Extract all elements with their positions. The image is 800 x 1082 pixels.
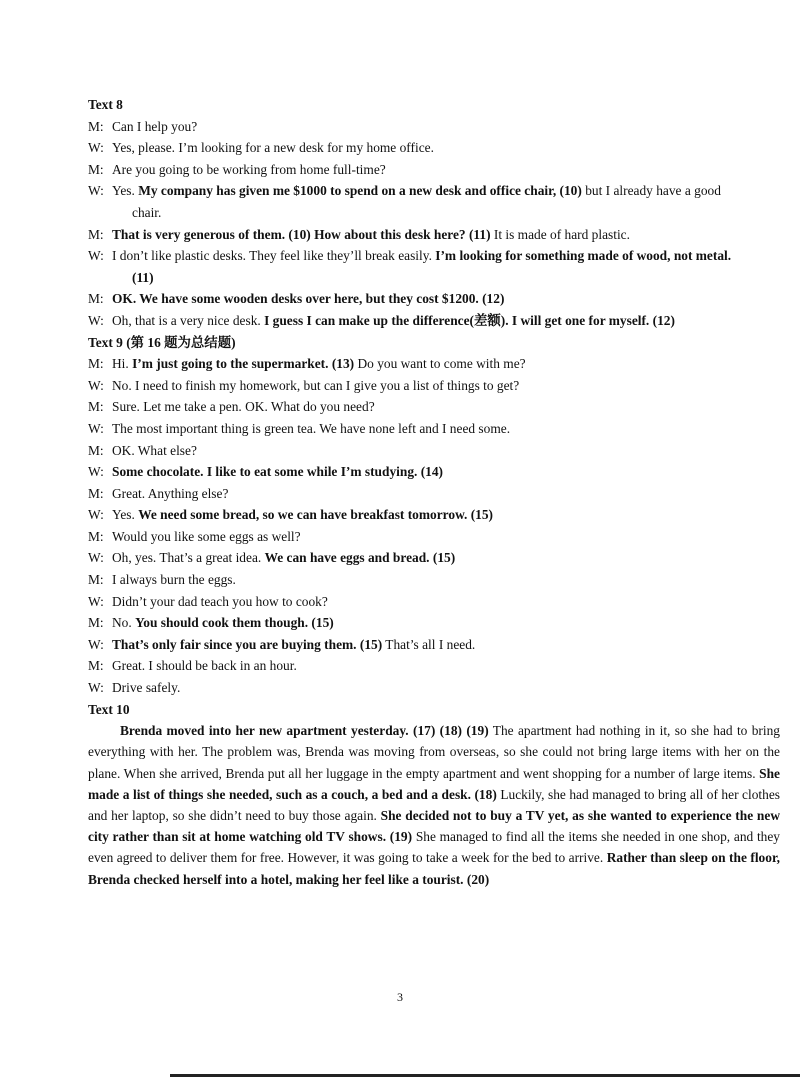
speaker-label: M:: [88, 399, 104, 415]
text-segment: Great. Anything else?: [112, 485, 229, 501]
text-segment: but I already have a good: [581, 183, 721, 199]
dialogue-line: [88, 461, 780, 483]
speaker-label: M:: [88, 291, 104, 307]
speaker-label: M:: [88, 615, 104, 631]
dialogue-line: [88, 504, 780, 526]
text-segment: Yes.: [112, 183, 139, 199]
bold-text-segment: (11): [132, 269, 154, 285]
dialogue-line-continuation: [112, 202, 780, 224]
text9-heading: Text 9 (第 16 题为总结题): [88, 334, 236, 350]
speaker-label: W:: [88, 183, 104, 199]
text-segment: Great. I should be back in an hour.: [112, 658, 297, 674]
text-segment: The apartment had nothing in it, so she had to bring everything with her. The problem was, Brenda was moving from overseas, so she could not bring large items with her on the plane. When she arrived, Brenda put all her luggage in the empty apartment and went shopping for a number of large items.: [88, 723, 780, 781]
speaker-label: M:: [88, 226, 104, 242]
text-segment: OK. What else?: [112, 442, 197, 458]
bold-text-segment: OK. We have some wooden desks over here, but they cost $1200. (12): [112, 291, 505, 307]
bold-text-segment: Rather than sleep on the floor, Brenda checked herself into a hotel, making her feel like a tourist. (20): [88, 850, 781, 887]
dialogue-line: [88, 483, 780, 505]
dialogue-line: [88, 526, 780, 548]
speaker-label: W:: [88, 140, 104, 156]
speaker-label: W:: [88, 593, 104, 609]
dialogue-line: [88, 569, 780, 591]
bold-text-segment: I’m just going to the supermarket. (13): [132, 356, 355, 372]
bold-text-segment: I guess I can make up the difference(差额). I will get one for myself. (12): [264, 312, 675, 328]
dialogue-line: [88, 612, 780, 634]
bottom-rule: [170, 1074, 800, 1077]
speaker-label: M:: [88, 528, 104, 544]
bold-text-segment: We need some bread, so we can have breakfast tomorrow. (15): [138, 507, 494, 523]
text-segment: Would you like some eggs as well?: [112, 528, 301, 544]
dialogue-line: [88, 677, 780, 699]
text-segment: Yes, please. I’m looking for a new desk for my home office.: [112, 140, 434, 156]
dialogue-line: [88, 159, 780, 181]
dialogue-line: [88, 655, 780, 677]
dialogue-line: [88, 245, 780, 288]
text-segment: Oh, yes. That’s a great idea.: [112, 550, 265, 566]
speaker-label: W:: [88, 636, 104, 652]
speaker-label: W:: [88, 248, 104, 264]
speaker-label: M:: [88, 442, 104, 458]
dialogue-line: [88, 224, 780, 246]
text-segment: I always burn the eggs.: [112, 572, 236, 588]
text-segment: chair.: [132, 204, 162, 220]
speaker-label: W:: [88, 507, 104, 523]
text8-heading: Text 8: [88, 97, 123, 112]
bold-text-segment: We can have eggs and bread. (15): [264, 550, 456, 566]
text-segment: Are you going to be working from home full-time?: [112, 161, 386, 177]
text10-heading: Text 10: [88, 701, 130, 717]
bold-text-segment: She decided not to buy a TV yet, as she wanted to experience the new city rather than sit at home watching old TV shows. (19): [88, 808, 780, 845]
text-segment: Sure. Let me take a pen. OK. What do you need?: [112, 399, 375, 415]
text-segment: She managed to find all the items she needed in one shop, and they even agreed to deliver them for free. However, it was going to take a week for the bed to arrive.: [88, 829, 780, 866]
text-segment: No.: [112, 615, 136, 631]
speaker-label: M:: [88, 658, 104, 674]
bold-text-segment: Brenda moved into her new apartment yesterday. (17) (18) (19): [120, 723, 489, 739]
text-segment: Oh, that is a very nice desk.: [112, 312, 265, 328]
dialogue-line: [88, 634, 780, 656]
text9-dialogue: [88, 353, 780, 699]
transcript-content: [88, 94, 780, 890]
text-segment: Yes.: [112, 507, 139, 523]
text-segment: Didn’t your dad teach you how to cook?: [112, 593, 328, 609]
speaker-label: M:: [88, 118, 104, 134]
speaker-label: M:: [88, 161, 104, 177]
text-segment: Drive safely.: [112, 680, 181, 696]
dialogue-line: [88, 310, 780, 332]
bold-text-segment: My company has given me $1000 to spend on a new desk and office chair, (10): [138, 183, 582, 199]
dialogue-line: [88, 591, 780, 613]
bold-text-segment: You should cook them though. (15): [135, 615, 334, 631]
speaker-label: W:: [88, 377, 104, 393]
text8-dialogue: [88, 116, 780, 332]
text-segment: I don’t like plastic desks. They feel like they’ll break easily.: [112, 248, 436, 264]
speaker-label: M:: [88, 485, 104, 501]
text-segment: Hi.: [112, 356, 133, 372]
dialogue-line: [88, 418, 780, 440]
page-number: 3: [397, 990, 403, 1004]
dialogue-line: [88, 116, 780, 138]
dialogue-line: [88, 137, 780, 159]
speaker-label: W:: [88, 312, 104, 328]
text-segment: The most important thing is green tea. We have none left and I need some.: [112, 420, 511, 436]
bold-text-segment: Some chocolate. I like to eat some while I’m studying. (14): [112, 464, 444, 480]
dialogue-line: [88, 440, 780, 462]
text-segment: Can I help you?: [112, 118, 198, 134]
text-segment: That’s all I need.: [382, 636, 476, 652]
dialogue-line: [88, 396, 780, 418]
text-segment: It is made of hard plastic.: [490, 226, 630, 242]
dialogue-line: [88, 547, 780, 569]
bold-text-segment: That is very generous of them. (10) How about this desk here? (11): [112, 226, 491, 242]
speaker-label: M:: [88, 572, 104, 588]
text-segment: Do you want to come with me?: [354, 356, 526, 372]
bold-text-segment: She made a list of things she needed, such as a couch, a bed and a desk. (18): [88, 765, 780, 802]
text-segment: No. I need to finish my homework, but can I give you a list of things to get?: [112, 377, 520, 393]
speaker-label: M:: [88, 356, 104, 372]
speaker-label: W:: [88, 464, 104, 480]
text10-paragraph: [88, 720, 780, 890]
bold-text-segment: I’m looking for something made of wood, not metal.: [435, 248, 732, 264]
speaker-label: W:: [88, 550, 104, 566]
dialogue-line: [88, 375, 780, 397]
speaker-label: W:: [88, 420, 104, 436]
bold-text-segment: That’s only fair since you are buying them. (15): [112, 636, 383, 652]
speaker-label: W:: [88, 680, 104, 696]
dialogue-line: [88, 180, 780, 223]
dialogue-line: [88, 288, 780, 310]
text-segment: Luckily, she had managed to bring all of her clothes and her laptop, so she didn’t need to buy those again.: [88, 786, 780, 824]
dialogue-line: [88, 353, 780, 375]
dialogue-line-continuation: [112, 267, 780, 289]
